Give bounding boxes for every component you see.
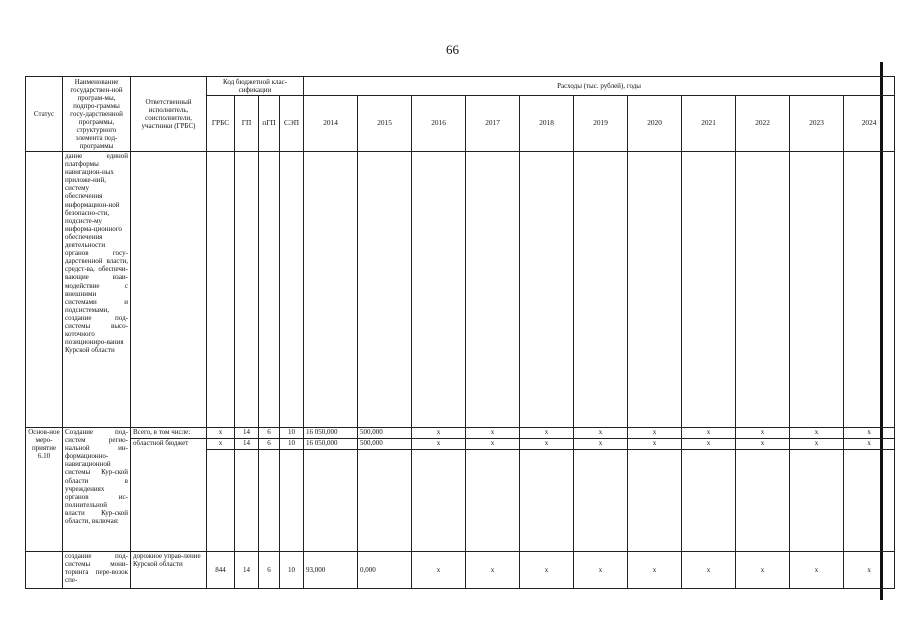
table-row xyxy=(26,152,895,428)
cell-value: 0,000 xyxy=(358,552,412,589)
header-code-gp: ГП xyxy=(235,96,259,152)
header-year: 2017 xyxy=(466,96,520,152)
header-code-sep: СЭП xyxy=(280,96,304,152)
cell-value: х xyxy=(412,552,466,589)
cell-value: 500,000 xyxy=(358,439,412,450)
page-number: 66 xyxy=(446,42,459,57)
header-year: 2023 xyxy=(790,96,844,152)
cell-value: х xyxy=(682,439,736,450)
cell-value: х xyxy=(520,439,574,450)
cell-value: х xyxy=(412,439,466,450)
cell-value xyxy=(574,152,628,428)
table-row xyxy=(26,428,895,439)
cell-value: х xyxy=(520,428,574,439)
header-year: 2014 xyxy=(304,96,358,152)
cell-value xyxy=(736,152,790,428)
cell-code: 10 xyxy=(280,552,304,589)
header-year: 2016 xyxy=(412,96,466,152)
cell-value: х xyxy=(790,552,844,589)
cell-code xyxy=(207,450,235,552)
cell-code: х xyxy=(207,428,235,439)
header-name: Наименование государствен-ной програм-мы, подпро-граммы госу-дарственной программы, структурного элемента под-программы xyxy=(63,77,131,152)
header-year: 2021 xyxy=(682,96,736,152)
cell-value xyxy=(682,152,736,428)
cell-status xyxy=(26,152,63,428)
cell-responsible xyxy=(131,152,207,428)
cell-code xyxy=(280,450,304,552)
header-year: 2020 xyxy=(628,96,682,152)
cell-status xyxy=(26,552,63,589)
table-row xyxy=(26,439,895,450)
cell-code xyxy=(259,450,280,552)
table-row xyxy=(26,552,895,589)
cell-code: 14 xyxy=(235,552,259,589)
cell-value: х xyxy=(628,439,682,450)
cell-value: х xyxy=(628,552,682,589)
cell-code xyxy=(207,152,235,428)
cell-code: 6 xyxy=(259,552,280,589)
cell-value xyxy=(682,450,736,552)
header-year: 2018 xyxy=(520,96,574,152)
cell-value: х xyxy=(790,428,844,439)
cell-value: х xyxy=(520,552,574,589)
cell-value: х xyxy=(412,428,466,439)
header-year: 2019 xyxy=(574,96,628,152)
header-expenses: Расходы (тыс. рублей), годы xyxy=(304,77,895,96)
header-code-pgp: пГП xyxy=(259,96,280,152)
cell-value: х xyxy=(844,428,895,439)
cell-value xyxy=(304,152,358,428)
cell-responsible: областной бюджет xyxy=(131,439,207,552)
header-year: 2024 xyxy=(844,96,895,152)
cell-value xyxy=(520,152,574,428)
header-status: Статус xyxy=(26,77,63,152)
cell-value: х xyxy=(844,552,895,589)
cell-value: х xyxy=(844,439,895,450)
cell-value xyxy=(358,450,412,552)
cell-value: 16 050,000 xyxy=(304,428,358,439)
cell-code xyxy=(259,152,280,428)
cell-code: 10 xyxy=(280,439,304,450)
cell-name: дание единой платформы навигацион-ных приложе-ний, систему обеспечения информацион-ной безопасно-сти, подсисте-му информа-ционного обеспечения деятельности органов госу-дарственной власти, средст-ва, обеспечи-вающие взаи-модействие с внешними системами и подсистемами, создание под-системы высо-коточного позициониро-вания Курской области xyxy=(63,152,131,428)
cell-value: х xyxy=(790,439,844,450)
header-code-grbs: ГРБС xyxy=(207,96,235,152)
cell-name: Создание под-систем регио-нальной ин-формационно-навигационной системы Кур-ской области в учреждениях органов ис-полнительной власти Кур-ской области, включая: xyxy=(63,428,131,552)
cell-value xyxy=(412,450,466,552)
header-year: 2015 xyxy=(358,96,412,152)
cell-code: 14 xyxy=(235,428,259,439)
cell-value xyxy=(358,152,412,428)
cell-code: 6 xyxy=(259,439,280,450)
header-responsible: Ответственный исполнитель, соисполнители, участники (ГРБС) xyxy=(131,77,207,152)
cell-value: х xyxy=(466,552,520,589)
cell-value xyxy=(574,450,628,552)
cell-value: х xyxy=(736,552,790,589)
cell-value xyxy=(304,450,358,552)
cell-value: х xyxy=(736,439,790,450)
cell-value: х xyxy=(628,428,682,439)
cell-value: 16 050,000 xyxy=(304,439,358,450)
cell-value: х xyxy=(574,552,628,589)
cell-value xyxy=(844,450,895,552)
cell-value: 93,000 xyxy=(304,552,358,589)
cell-value xyxy=(736,450,790,552)
cell-code: 10 xyxy=(280,428,304,439)
cell-value: х xyxy=(682,552,736,589)
header-budget-code: Код бюджетной клас-сификации xyxy=(207,77,304,96)
cell-value: х xyxy=(574,439,628,450)
cell-value xyxy=(520,450,574,552)
cell-value: 500,000 xyxy=(358,428,412,439)
header-year: 2022 xyxy=(736,96,790,152)
cell-value xyxy=(844,152,895,428)
cell-value xyxy=(628,152,682,428)
cell-code: 844 xyxy=(207,552,235,589)
cell-responsible: дорожное управ-ление Курской области xyxy=(131,552,207,589)
budget-table xyxy=(25,76,895,589)
cell-code xyxy=(235,152,259,428)
cell-value: х xyxy=(466,439,520,450)
cell-value xyxy=(628,450,682,552)
cell-value: х xyxy=(466,428,520,439)
cell-code: 6 xyxy=(259,428,280,439)
cell-value xyxy=(790,450,844,552)
cell-value xyxy=(466,450,520,552)
cell-code: х xyxy=(207,439,235,450)
cell-value xyxy=(412,152,466,428)
cell-responsible: Всего, в том числе: xyxy=(131,428,207,439)
cell-value: х xyxy=(682,428,736,439)
cell-status: Основ-ное меро-приятие 6.10 xyxy=(26,428,63,552)
cell-code xyxy=(280,152,304,428)
cell-code: 14 xyxy=(235,439,259,450)
cell-value xyxy=(466,152,520,428)
cell-value xyxy=(790,152,844,428)
cell-code xyxy=(235,450,259,552)
cell-name: создание под-системы мони-торинга пере-возок спе- xyxy=(63,552,131,589)
cell-value: х xyxy=(574,428,628,439)
cell-value: х xyxy=(736,428,790,439)
